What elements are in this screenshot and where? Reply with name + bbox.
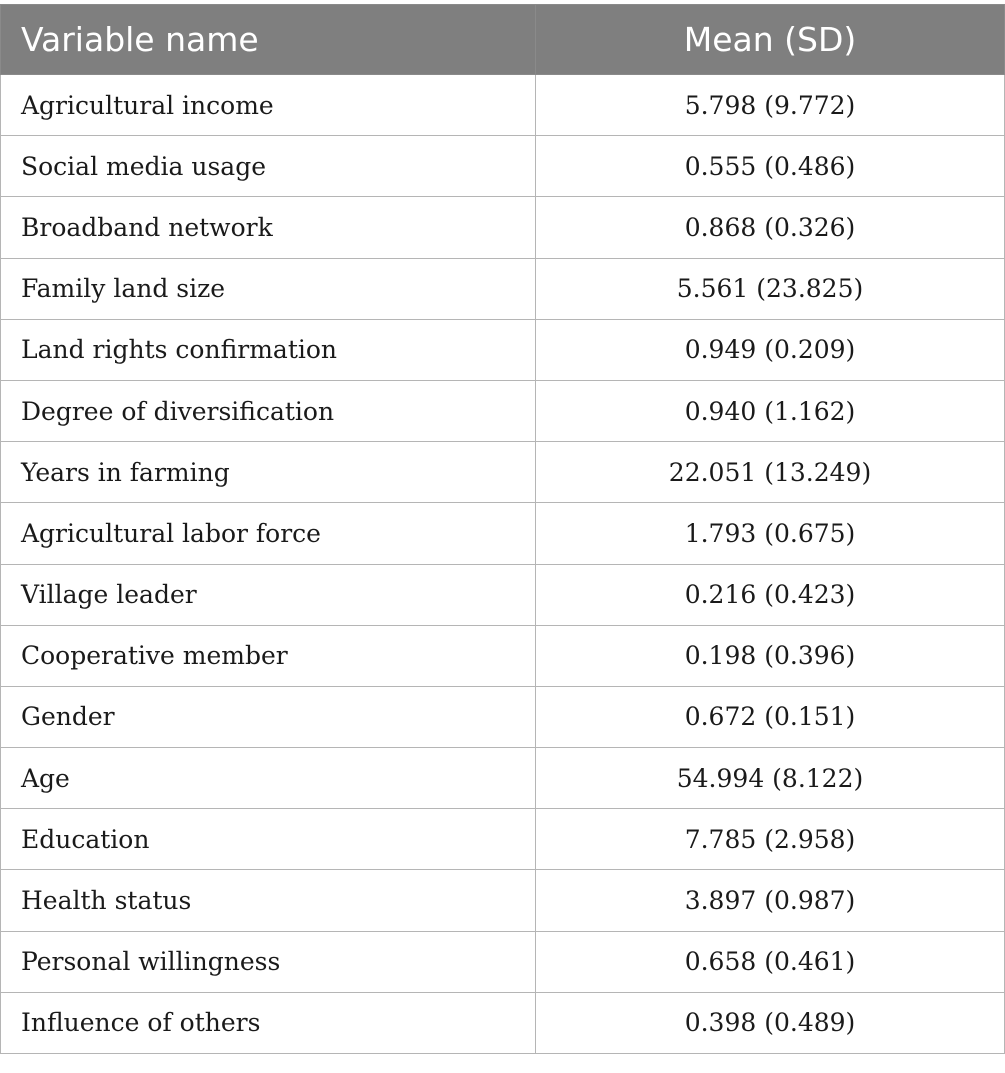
table-header-row — [1, 5, 1005, 75]
table-row — [1, 503, 1005, 564]
mean-sd-cell: 0.658 (0.461) — [536, 931, 1005, 992]
variable-name-cell: Family land size — [1, 258, 536, 319]
mean-sd-cell: 5.798 (9.772) — [536, 75, 1005, 136]
variable-name-cell: Agricultural income — [1, 75, 536, 136]
table-body — [1, 75, 1005, 1054]
variable-name-cell: Agricultural labor force — [1, 503, 536, 564]
mean-sd-cell: 0.555 (0.486) — [536, 136, 1005, 197]
table-row — [1, 809, 1005, 870]
table-row — [1, 748, 1005, 809]
table-row — [1, 442, 1005, 503]
table-row — [1, 686, 1005, 747]
variable-name-cell: Cooperative member — [1, 625, 536, 686]
mean-sd-cell: 0.949 (0.209) — [536, 319, 1005, 380]
mean-sd-cell: 5.561 (23.825) — [536, 258, 1005, 319]
variable-name-cell: Health status — [1, 870, 536, 931]
mean-sd-cell: 1.793 (0.675) — [536, 503, 1005, 564]
mean-sd-cell: 0.940 (1.162) — [536, 380, 1005, 441]
table-row — [1, 319, 1005, 380]
variable-name-cell: Social media usage — [1, 136, 536, 197]
table-row — [1, 992, 1005, 1053]
mean-sd-cell: 0.198 (0.396) — [536, 625, 1005, 686]
descriptive-statistics-table — [0, 4, 1005, 1054]
mean-sd-cell: 0.216 (0.423) — [536, 564, 1005, 625]
table-row — [1, 564, 1005, 625]
table-row — [1, 870, 1005, 931]
mean-sd-cell: 0.868 (0.326) — [536, 197, 1005, 258]
table-row — [1, 931, 1005, 992]
variable-name-cell: Land rights confirmation — [1, 319, 536, 380]
mean-sd-cell: 54.994 (8.122) — [536, 748, 1005, 809]
descriptive-statistics-table-container — [0, 4, 1004, 1054]
mean-sd-cell: 0.672 (0.151) — [536, 686, 1005, 747]
table-row — [1, 197, 1005, 258]
variable-name-cell: Years in farming — [1, 442, 536, 503]
table-row — [1, 75, 1005, 136]
table-row — [1, 380, 1005, 441]
header-mean-sd: Mean (SD) — [536, 5, 1005, 75]
table-row — [1, 258, 1005, 319]
mean-sd-cell: 7.785 (2.958) — [536, 809, 1005, 870]
mean-sd-cell: 22.051 (13.249) — [536, 442, 1005, 503]
variable-name-cell: Gender — [1, 686, 536, 747]
variable-name-cell: Influence of others — [1, 992, 536, 1053]
table-row — [1, 625, 1005, 686]
table-row — [1, 136, 1005, 197]
variable-name-cell: Personal willingness — [1, 931, 536, 992]
mean-sd-cell: 0.398 (0.489) — [536, 992, 1005, 1053]
header-variable-name: Variable name — [1, 5, 536, 75]
variable-name-cell: Age — [1, 748, 536, 809]
variable-name-cell: Education — [1, 809, 536, 870]
variable-name-cell: Degree of diversification — [1, 380, 536, 441]
mean-sd-cell: 3.897 (0.987) — [536, 870, 1005, 931]
variable-name-cell: Village leader — [1, 564, 536, 625]
variable-name-cell: Broadband network — [1, 197, 536, 258]
